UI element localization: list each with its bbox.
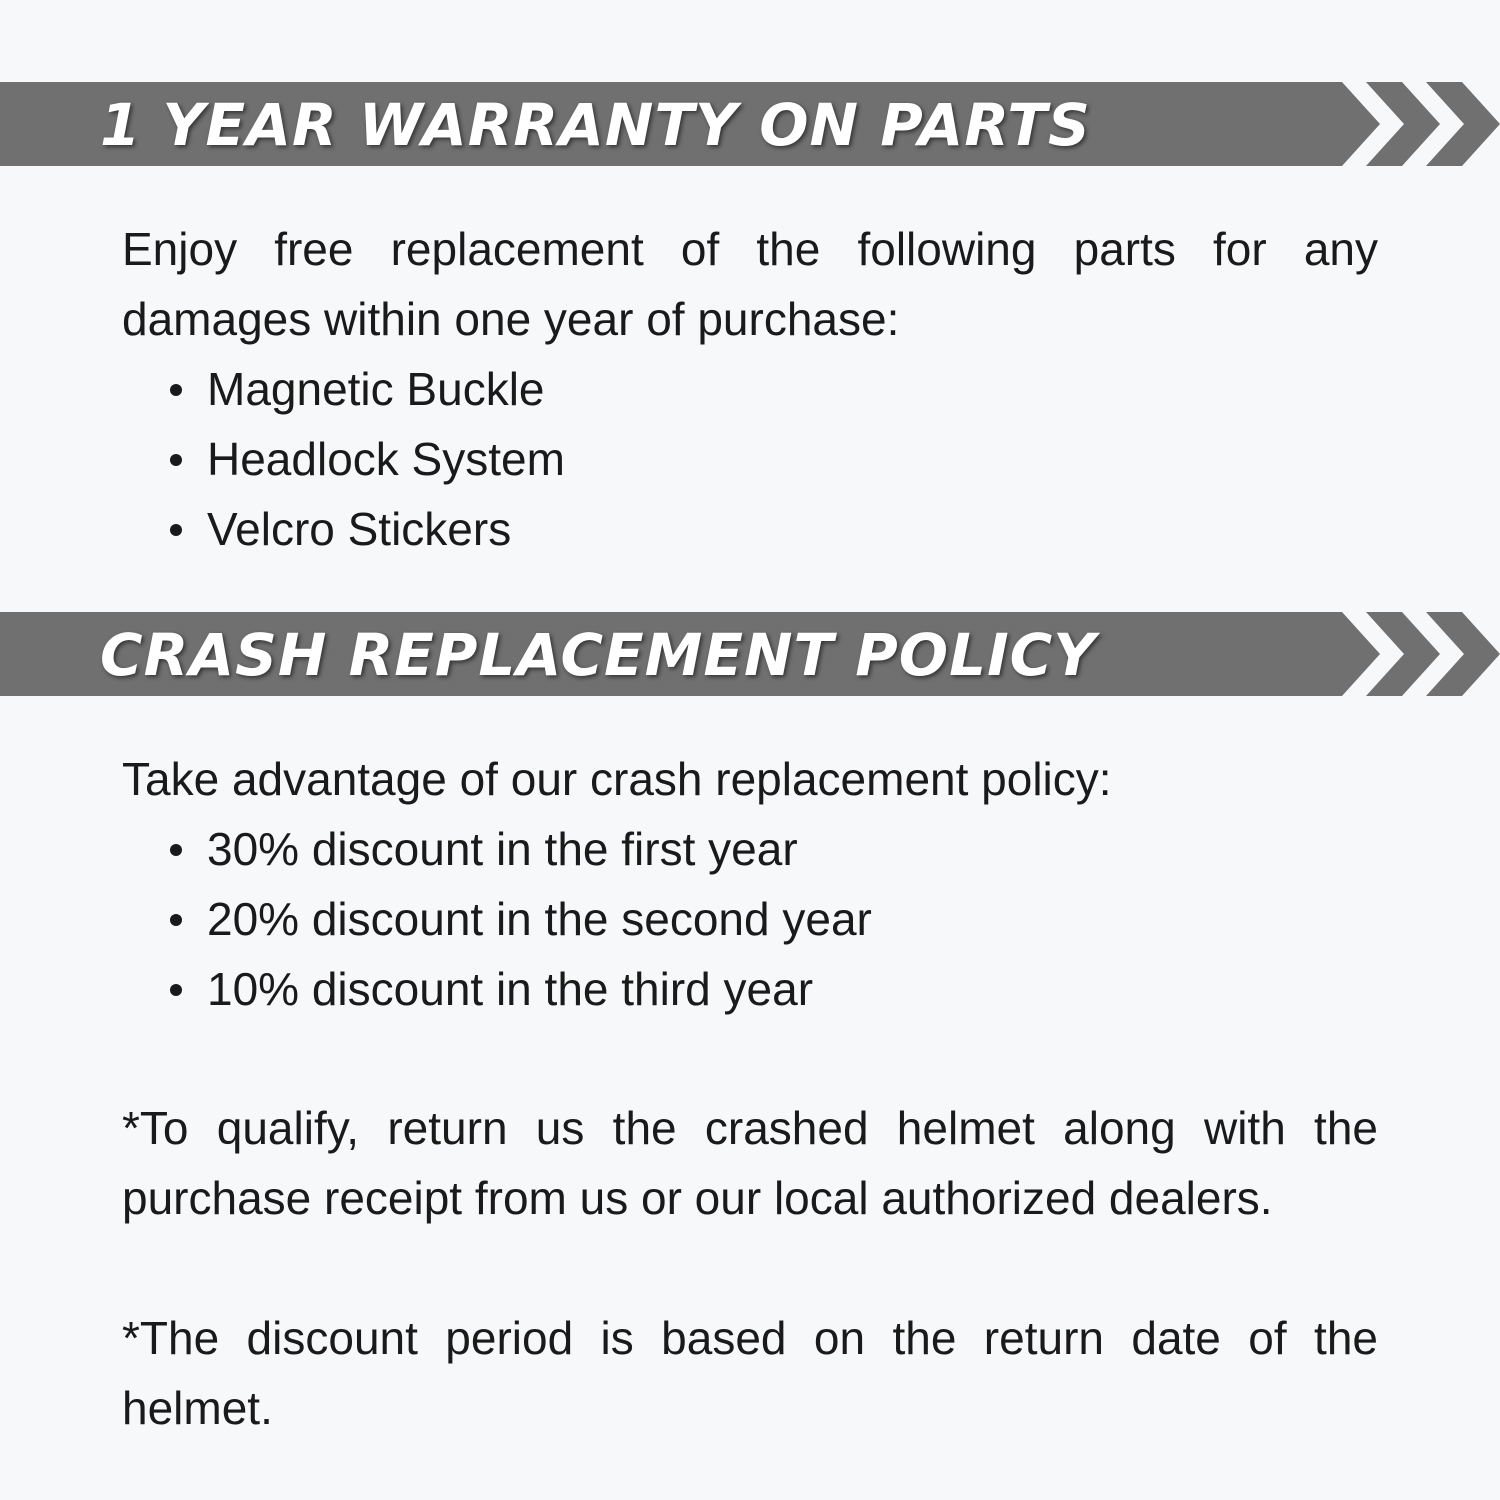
list-item (122, 954, 1378, 1024)
list-item-label: Headlock System (207, 433, 565, 485)
warranty-section (122, 214, 1378, 564)
list-item (122, 354, 1378, 424)
crash-title: CRASH REPLACEMENT POLICY (100, 621, 1097, 689)
period-note-section (122, 1303, 1378, 1443)
bullet-icon (170, 524, 182, 536)
qualify-note: *To qualify, return us the crashed helmet along with the purchase receipt from us or our local authorized dealers. (122, 1102, 1378, 1224)
list-item-label: 10% discount in the third year (207, 963, 814, 1015)
list-item-label: 20% discount in the second year (207, 893, 872, 945)
crash-section (122, 744, 1378, 1024)
warranty-title: 1 YEAR WARRANTY ON PARTS (100, 91, 1091, 159)
list-item-label: 30% discount in the first year (207, 823, 798, 875)
bullet-icon (170, 454, 182, 466)
crash-discount-list (122, 814, 1378, 1024)
bullet-icon (170, 844, 182, 856)
crash-banner (0, 612, 1500, 696)
list-item (122, 814, 1378, 884)
bullet-icon (170, 914, 182, 926)
list-item (122, 884, 1378, 954)
list-item-label: Velcro Stickers (207, 503, 512, 555)
warranty-banner (0, 82, 1500, 166)
bullet-icon (170, 984, 182, 996)
list-item (122, 424, 1378, 494)
crash-intro: Take advantage of our crash replacement policy: (122, 753, 1112, 805)
period-note: *The discount period is based on the return date of the helmet. (122, 1312, 1378, 1434)
bullet-icon (170, 384, 182, 396)
qualify-note-section (122, 1093, 1378, 1233)
warranty-intro: Enjoy free replacement of the following parts for any damages within one year of purchase: (122, 223, 1378, 345)
warranty-parts-list (122, 354, 1378, 564)
list-item (122, 494, 1378, 564)
list-item-label: Magnetic Buckle (207, 363, 545, 415)
